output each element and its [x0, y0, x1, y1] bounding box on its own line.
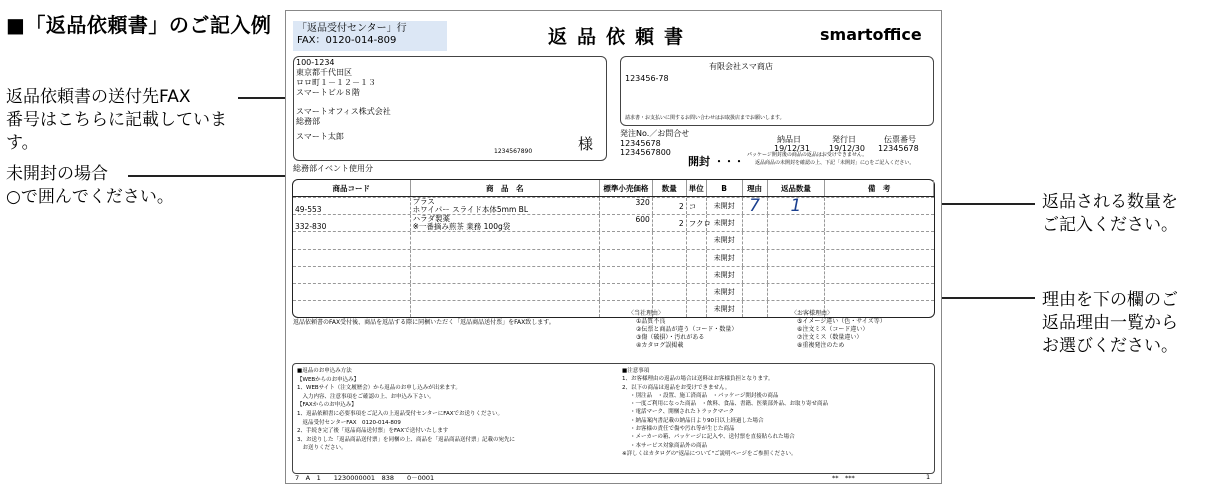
cell-text: 2 — [678, 201, 684, 211]
howto-line-1: 【WEBからのお申込み】 — [297, 376, 360, 383]
cell-price — [600, 215, 653, 231]
customer-reason-6: ⑥注文ミス（コード違い） — [797, 326, 869, 333]
header-b: B — [707, 180, 743, 196]
reason-callout-line2: 返品理由一覧から — [1042, 313, 1178, 333]
notes-line-9: ・本サービス対象商品外の商品 — [630, 442, 708, 449]
howto-line-5: 1、返品依頼書に必要事項をご記入の上返品受付センターにFAXでお送りください。 — [297, 410, 503, 417]
table-row — [293, 266, 934, 283]
notes-line-5: ・電話マーク、開梱されたトラックマーク — [630, 409, 735, 416]
unopened-desc-2: 返品商品の未開封を確認の上、下記「未開封」に○をご記入ください。 — [755, 160, 915, 166]
issue-label: 発行日 — [832, 135, 856, 144]
cell-name — [411, 198, 600, 214]
cell-qty — [653, 284, 687, 300]
cell-unit — [687, 198, 707, 214]
cell-ret-qty — [768, 232, 826, 248]
qty-callout-line2: ご記入ください。 — [1042, 215, 1178, 235]
cell-unit — [687, 267, 707, 283]
howto-line-0: ■返品のお申込み方法 — [297, 368, 352, 374]
cell-reason — [743, 215, 768, 231]
notes-line-8: ・メーカーの箱、パッケージに記入や、送付票を直接貼られた場合 — [630, 434, 795, 441]
reason-callout — [1042, 289, 1178, 358]
header-return-qty: 返品数量 — [768, 180, 826, 196]
maker-name: ハラダ製薬 — [412, 214, 451, 224]
postal-code: 100-1234 — [296, 58, 335, 67]
header-name: 商 品 名 — [411, 180, 600, 196]
howto-line-6: 返品受付センターFAX 0120-014-809 — [297, 419, 401, 426]
customer-address — [296, 58, 376, 98]
unopened-callout-line1: 未開封の場合 — [6, 164, 108, 184]
notes-line-6: ・納品案内書記載の納品日より90日以上経過した場合 — [630, 417, 764, 424]
header-qty: 数量 — [653, 180, 687, 196]
cell-text: 1 — [790, 196, 802, 217]
reason-callout-line1: 理由を下の欄のご — [1042, 290, 1178, 310]
cell-text: 未開封 — [713, 236, 735, 245]
cell-text: 未開封 — [713, 219, 735, 228]
table-row — [293, 283, 934, 300]
cell-code — [293, 284, 411, 300]
header-price: 標準小売価格 — [600, 180, 653, 196]
cell-b — [707, 215, 743, 231]
customer-dept: 総務部 — [296, 117, 320, 126]
our-reason-3: ③傷（破損）・汚れがある — [636, 334, 705, 341]
qty-callout-line1: 返品される数量を — [1042, 192, 1178, 212]
notes-line-1: 1、お客様理由の返品の場合は送料はお客様負担となります。 — [622, 376, 774, 383]
unopened-heading: 開封 — [688, 155, 710, 168]
unopened-callout — [6, 163, 174, 209]
cell-text: 2 — [678, 218, 684, 228]
cell-b — [707, 284, 743, 300]
cell-qty — [653, 250, 687, 266]
notes-line-10: ※詳しくはカタログの"返品について"ご説明ページをご参照ください。 — [622, 450, 797, 457]
cell-note — [825, 267, 934, 283]
event-note: 総務部イベント使用分 — [293, 164, 373, 173]
howto-line-2: 1、WEBサイト（注文履歴会）から返品のお申し込みが出来ます。 — [297, 385, 461, 392]
notes-line-2: 2、以下の商品は返品をお受けできません。 — [622, 384, 731, 391]
table-row — [293, 249, 934, 266]
notes-section — [622, 367, 828, 458]
table-row — [293, 231, 934, 248]
items-table — [292, 179, 935, 318]
howto-line-7: 2、手続き完了後「返品商品送付票」をFAXで送付いたします — [297, 428, 449, 435]
cell-text: 未開封 — [713, 288, 735, 297]
unopened-dots: ・・・ — [714, 157, 744, 168]
customer-reason-5: ⑤イメージ違い（色・サイズ等） — [797, 318, 886, 325]
destination-box — [293, 21, 447, 51]
cell-ret-qty — [768, 215, 826, 231]
product-name: ※一番摘み煎茶 業務 100g袋 — [412, 222, 511, 232]
fax-callout-line3: す。 — [6, 133, 39, 153]
cell-text: 332-830 — [295, 222, 327, 232]
cell-price — [600, 284, 653, 300]
address-line2: ロロ町１－１２－１３ — [296, 78, 376, 87]
cell-unit — [687, 215, 711, 231]
cell-unit — [687, 284, 707, 300]
dealer-name: 有限会社スマ商店 — [709, 62, 773, 71]
our-reasons — [628, 310, 737, 350]
cell-name — [411, 267, 600, 283]
slip-label: 伝票番号 — [884, 135, 916, 144]
howto-line-3: 入力内容、注意事項をご確認の上、お申込み下さい。 — [297, 393, 435, 400]
cell-reason — [743, 250, 768, 266]
product-name: ホワイパー スライド本体5mm BL — [412, 205, 528, 215]
return-request-form — [285, 10, 942, 484]
cell-qty — [653, 232, 687, 248]
footer-stars: ** *** — [832, 474, 855, 482]
cell-ret-qty — [768, 250, 826, 266]
cell-b — [707, 250, 743, 266]
cell-name — [411, 215, 600, 231]
cell-text: 7 — [749, 196, 760, 217]
order-label: 発注No.／お問合せ — [620, 129, 690, 138]
notes-line-7: ・お客様の責任で傷や汚れ等が生じた商品 — [630, 426, 735, 433]
items-table-header — [293, 180, 934, 197]
cell-note — [825, 284, 934, 300]
cell-code — [293, 250, 411, 266]
brand-logo: smartoffice — [820, 25, 922, 44]
cell-reason — [743, 301, 768, 317]
our-reason-4: ④カタログ誤掲載 — [636, 342, 684, 349]
customer-reason-7: ⑦注文ミス（数量違い） — [797, 334, 863, 341]
destination-name: 「返品受付センター」行 — [297, 23, 407, 34]
address-line1: 東京都千代田区 — [296, 68, 352, 77]
dealer-number: 123456-78 — [625, 74, 669, 83]
cell-ret-qty — [768, 284, 826, 300]
howto-line-9: お送りください。 — [297, 445, 347, 452]
cell-code — [293, 232, 411, 248]
cell-text: コ — [688, 201, 697, 211]
fax-callout-line2: 番号はこちらに記載していま — [6, 110, 227, 130]
cell-reason — [743, 284, 768, 300]
cell-name — [411, 232, 600, 248]
cell-code — [293, 301, 411, 317]
cell-text: 未開封 — [713, 270, 735, 279]
cell-text: 49-553 — [295, 205, 322, 215]
cell-price — [600, 232, 653, 248]
cell-note — [825, 232, 934, 248]
cell-b — [707, 267, 743, 283]
cell-code — [293, 267, 411, 283]
footer-codes: 7 A 1 1230000001 838 0－0001 — [295, 474, 435, 482]
customer-reasons — [791, 310, 886, 350]
cell-reason — [743, 232, 768, 248]
notes-line-4: ・一度ご利用になった商品 ・飲料、食品、書籍、医薬部外品、お取り寄せ商品 — [630, 401, 829, 408]
dealer-note: 請求書・お支払いに関するお問い合わせはお取扱店までお願いします。 — [625, 115, 785, 121]
cell-code — [293, 215, 411, 231]
fax-callout-line1: 返品依頼書の送付先FAX — [6, 87, 191, 107]
our-reasons-title: 〈当社理由〉 — [628, 310, 665, 317]
issue-date: 19/12/30 — [829, 144, 865, 153]
form-title: 返品依頼書 — [548, 26, 694, 48]
items-table-body — [293, 197, 934, 317]
fax-callout — [6, 86, 227, 155]
unopened-callout-line2: ○で囲んでください。 — [6, 187, 174, 207]
cell-qty — [653, 198, 687, 214]
address-line3: スマートビル８階 — [296, 88, 360, 97]
cell-text: フクロ — [688, 218, 711, 228]
table-row — [293, 214, 934, 231]
order-number-2: 1234567800 — [620, 148, 671, 157]
cell-text: 未開封 — [713, 253, 735, 262]
cell-price — [600, 198, 653, 214]
header-remarks: 備 考 — [825, 180, 934, 196]
cell-ret-qty — [768, 196, 826, 217]
cell-text: 未開封 — [713, 202, 735, 211]
honorific: 様 — [578, 135, 594, 153]
our-reason-1: ①品質不良 — [636, 318, 666, 325]
cell-name — [411, 250, 600, 266]
howto-line-4: 【FAXからのお申込み】 — [297, 402, 357, 409]
cell-note — [825, 250, 934, 266]
howto-section — [297, 367, 515, 453]
cell-price — [600, 250, 653, 266]
header-reason: 理由 — [743, 180, 768, 196]
customer-number: 1234567890 — [494, 148, 533, 155]
cell-note — [825, 198, 934, 214]
our-reason-2: ②伝票と商品が違う（コード・数量） — [636, 326, 738, 333]
delivery-label: 納品日 — [777, 135, 801, 144]
fax-instruction: 返品依頼書のFAX受付後、商品を返品する際に同梱いただく「返品商品送付票」をFAX致します。 — [293, 319, 555, 326]
cell-name — [411, 301, 600, 317]
unopened-desc-1: パッケージ開封後の商品の返品はお受けできません。 — [747, 152, 868, 158]
cell-b — [707, 198, 743, 214]
table-row — [293, 196, 934, 217]
slip-number: 12345678 — [878, 144, 919, 153]
cell-price — [600, 267, 653, 283]
cell-reason — [743, 196, 768, 217]
customer-reason-8: ⑧重複発注のため — [797, 342, 845, 349]
section-title: ■「返品依頼書」のご記入例 — [6, 13, 272, 37]
header-unit: 単位 — [687, 180, 707, 196]
reason-callout-line3: お選びください。 — [1042, 336, 1178, 356]
customer-company: スマートオフィス株式会社 — [296, 107, 391, 116]
cell-ret-qty — [768, 267, 826, 283]
qty-callout — [1042, 191, 1178, 237]
destination-fax: FAX：0120-014-809 — [297, 35, 397, 46]
cell-reason — [743, 267, 768, 283]
howto-line-8: 3、お送りした「返品商品送付票」を同梱の上、商品を「返品商品送付票」記載の宛先に — [297, 436, 516, 443]
cell-text: 320 — [635, 198, 650, 207]
cell-text: 未開封 — [713, 305, 735, 314]
customer-reasons-title: 〈お客様理由〉 — [791, 310, 834, 317]
cell-b — [707, 232, 743, 248]
order-number-1: 12345678 — [620, 139, 661, 148]
customer-person: スマート太郎 — [296, 132, 344, 141]
notes-line-0: ■注意事項 — [622, 368, 650, 374]
cell-code — [293, 198, 411, 214]
cell-qty — [653, 267, 687, 283]
header-code: 商品コード — [293, 180, 411, 196]
cell-unit — [687, 250, 707, 266]
cell-unit — [687, 232, 707, 248]
delivery-date: 19/12/31 — [774, 144, 810, 153]
cell-name — [411, 284, 600, 300]
cell-qty — [653, 215, 687, 231]
cell-note — [825, 215, 934, 231]
maker-name: プラス — [412, 197, 435, 207]
notes-line-3: ・別注品 ・設置、施工済商品 ・パッケージ開封後の商品 — [630, 392, 779, 399]
cell-text: 600 — [635, 215, 650, 225]
footer-page: 1 — [926, 473, 931, 481]
